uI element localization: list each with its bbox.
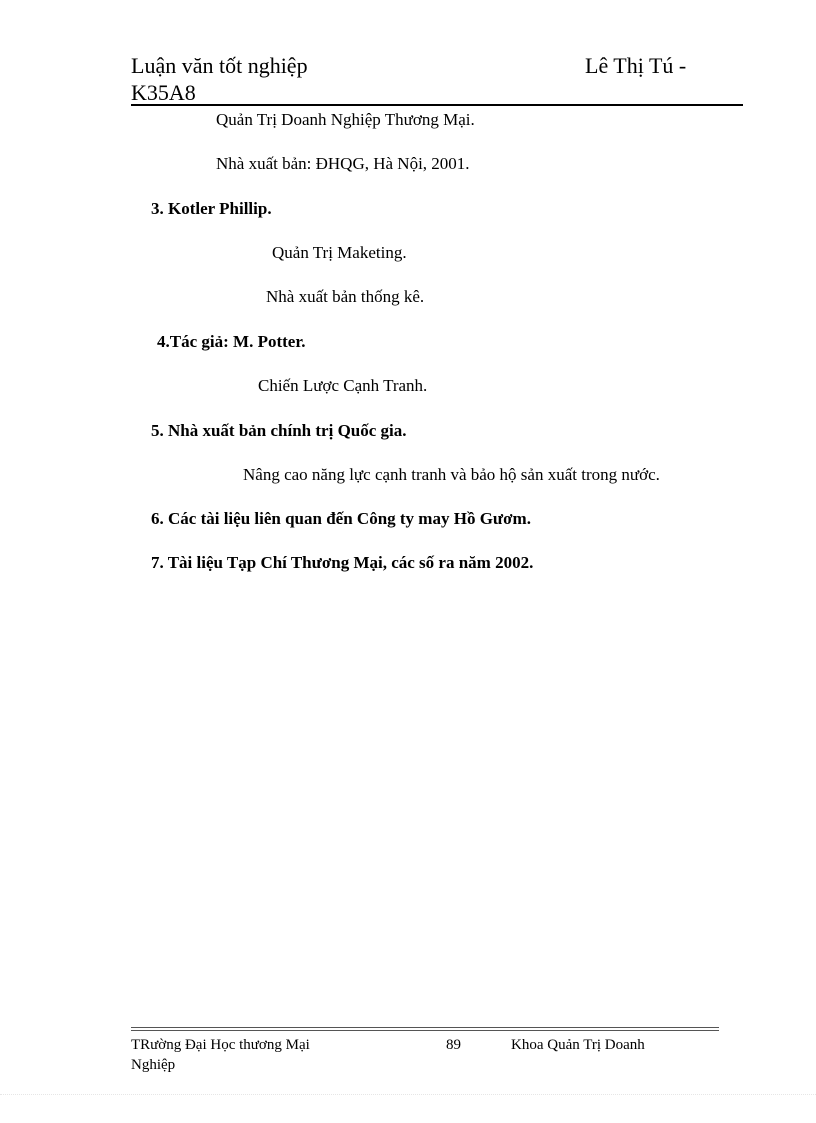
header-thesis-label: Luận văn tốt nghiệp: [131, 53, 308, 78]
ref2-publisher: Nhà xuất bản: ĐHQG, Hà Nội, 2001.: [216, 154, 470, 173]
ref6-heading: 6. Các tài liệu liên quan đến Công ty may Hồ Gươm.: [151, 509, 531, 528]
header-class-code: K35A8: [131, 80, 196, 105]
page-edge: [0, 1094, 816, 1095]
ref3-title: Quản Trị Maketing.: [272, 243, 407, 262]
footer-school-name: TRường Đại Học thương Mại: [131, 1037, 310, 1053]
ref5-heading: 5. Nhà xuất bản chính trị Quốc gia.: [151, 421, 407, 440]
header-left: [131, 52, 308, 106]
page-number: 89: [446, 1037, 461, 1053]
footer-divider-bottom: [131, 1030, 719, 1031]
footer-school-continuation: Nghiệp: [131, 1057, 176, 1073]
ref4-title: Chiến Lược Cạnh Tranh.: [258, 376, 428, 395]
header-divider: [131, 104, 743, 106]
header-author: Lê Thị Tú -: [585, 53, 687, 78]
footer-school: [131, 1035, 310, 1075]
footer-divider-top: [131, 1027, 719, 1028]
ref3-publisher: Nhà xuất bản thống kê.: [266, 287, 425, 306]
ref4-heading: 4.Tác giả: M. Potter.: [157, 332, 306, 351]
ref5-title: Nâng cao năng lực cạnh tranh và bảo hộ sản xuất trong nước.: [243, 465, 660, 484]
ref2-title: Quản Trị Doanh Nghiệp Thương Mại.: [216, 110, 475, 129]
ref3-heading: 3. Kotler Phillip.: [151, 199, 272, 218]
footer-faculty: Khoa Quản Trị Doanh: [511, 1037, 645, 1053]
ref7-heading: 7. Tài liệu Tạp Chí Thương Mại, các số ra năm 2002.: [151, 553, 534, 572]
